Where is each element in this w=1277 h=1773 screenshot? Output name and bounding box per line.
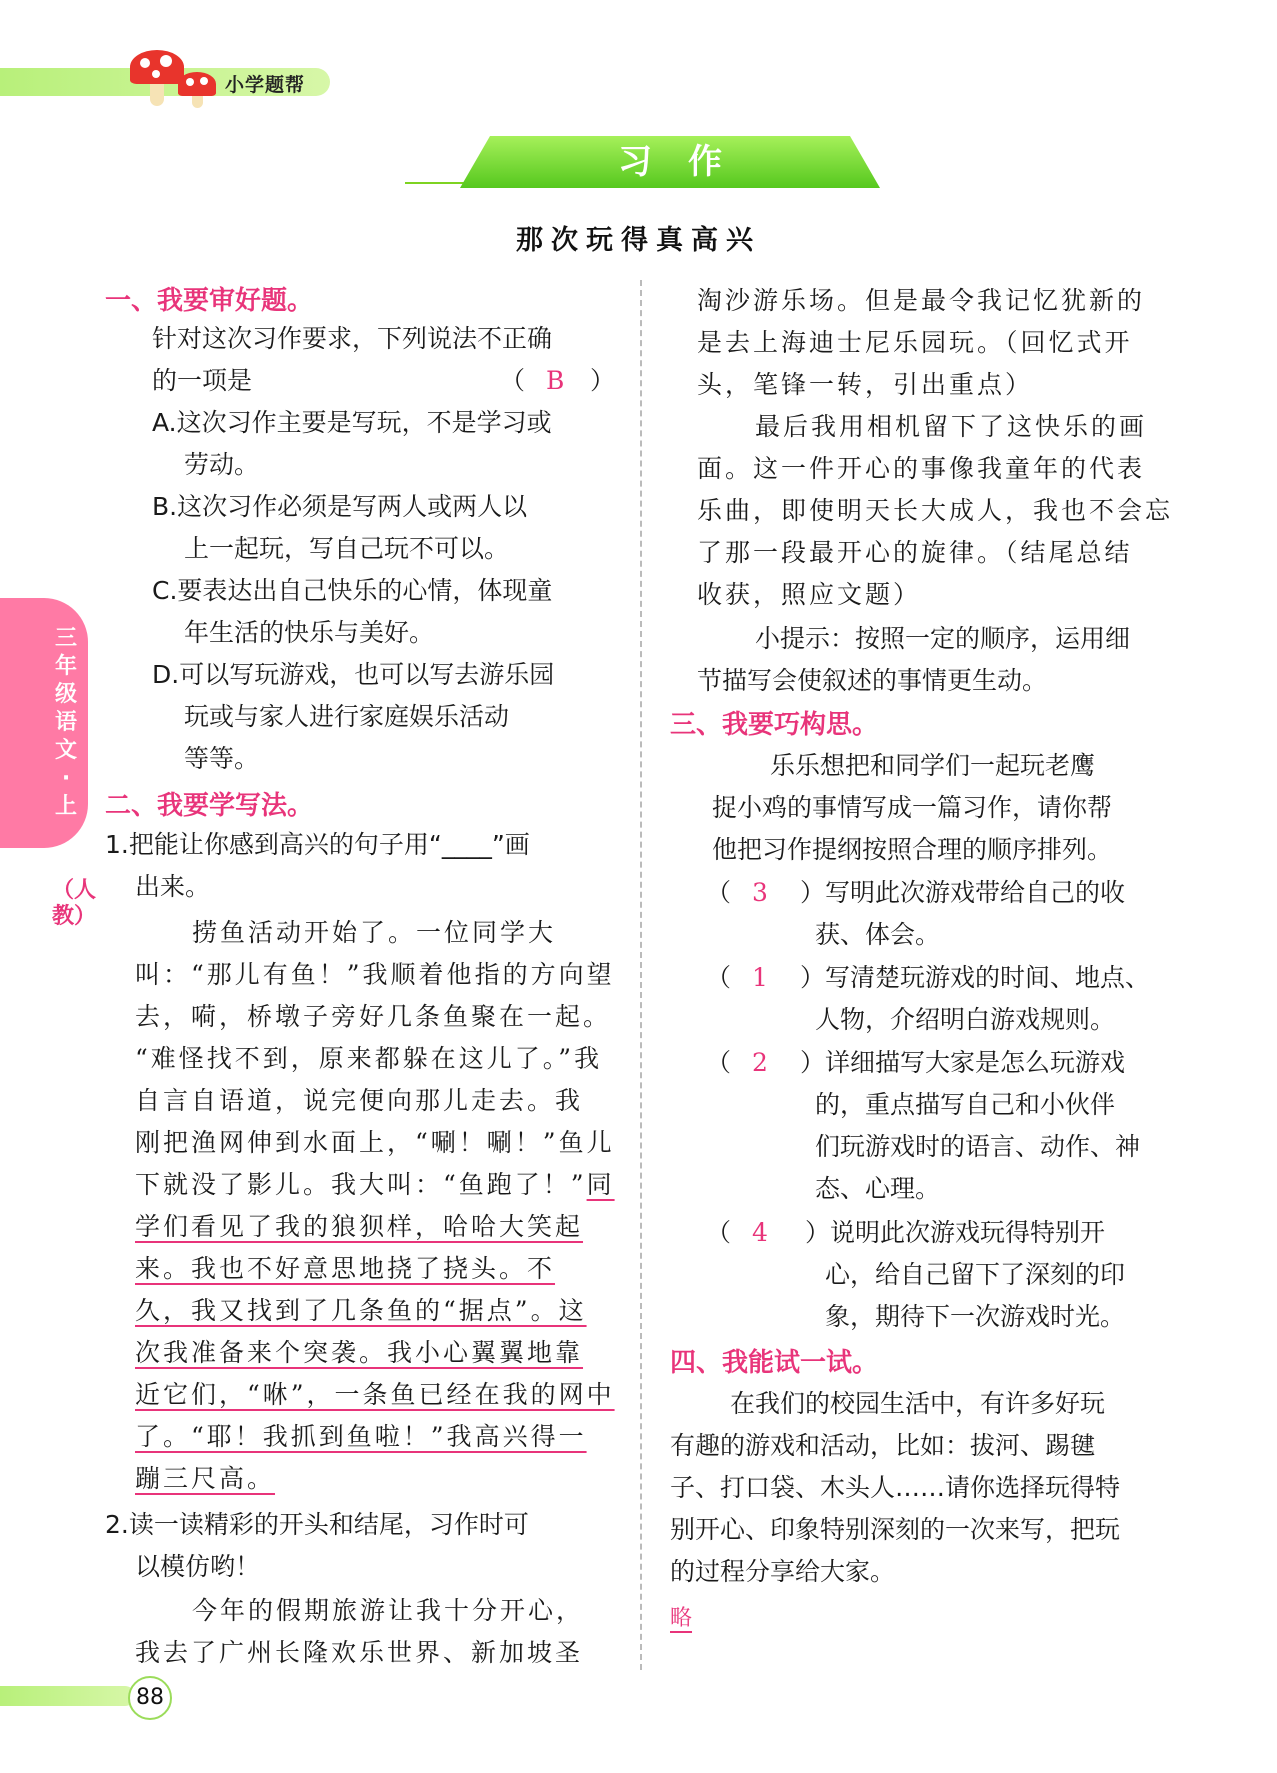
- order-answer: 3: [752, 878, 768, 907]
- passage-text: 下就没了影儿。我大叫：“鱼跑了！”: [135, 1170, 587, 1199]
- q2-1-text-a: 1.把能让你感到高兴的句子用“: [105, 830, 442, 859]
- tip-text: 节描写会使叙述的事情更生动。: [697, 666, 1048, 695]
- side-tab-edition: （人教）: [52, 878, 97, 929]
- order-item: 获、体会。: [815, 920, 941, 949]
- underlined-sentence: 来。我也不好意思地挠了挠头。不: [135, 1254, 556, 1283]
- option-d: D.可以写玩游戏，也可以写去游乐园: [152, 660, 555, 689]
- s4-text: 在我们的校园生活中，有许多好玩: [730, 1389, 1106, 1418]
- order-item: 们玩游戏时的语言、动作、神: [815, 1132, 1141, 1161]
- passage-line: 去，嗬，桥墩子旁好几条鱼聚在一起。: [135, 1002, 612, 1031]
- footer-strip: [0, 1686, 135, 1706]
- underlined-sentence: 久，我又找到了几条鱼的“据点”。这: [135, 1296, 587, 1325]
- q2-2-text: 以模仿哟！: [135, 1552, 261, 1581]
- option-c: C.要表达出自己快乐的心情，体现童: [152, 576, 553, 605]
- q2-1-text: [105, 824, 530, 866]
- example-line: 乐曲，即使明天长大成人，我也不会忘: [697, 496, 1174, 525]
- option-c: 年生活的快乐与美好。: [184, 618, 435, 647]
- q2-1-text-b: ”画: [491, 830, 530, 859]
- answer-paren-close: ）: [590, 366, 616, 395]
- passage-line: 捞鱼活动开始了。一位同学大: [192, 918, 557, 947]
- order-answer: 4: [752, 1218, 768, 1247]
- q2-2-text: 2.读一读精彩的开头和结尾，习作时可: [105, 1510, 529, 1539]
- example-line: 了那一段最开心的旋律。（结尾总结: [697, 538, 1133, 567]
- order-item: 的，重点描写自己和小伙伴: [815, 1090, 1116, 1119]
- order-item: 心，给自己留下了深刻的印: [825, 1260, 1126, 1289]
- underline-blank: ____: [441, 830, 492, 859]
- s4-text: 子、打口袋、木头人……请你选择玩得特: [670, 1473, 1121, 1502]
- underlined-sentence: 次我准备来个突袭。我小心翼翼地靠: [135, 1338, 584, 1367]
- q1-text: 的一项是: [152, 366, 253, 395]
- option-d: 等等。: [184, 744, 260, 773]
- underlined-sentence: 学们看见了我的狼狈样，哈哈大笑起: [135, 1212, 584, 1241]
- option-a: A.这次习作主要是写玩，不是学习或: [152, 408, 552, 437]
- s4-answer: 略: [670, 1606, 693, 1631]
- order-item: ）详细描写大家是怎么玩游戏: [800, 1048, 1126, 1077]
- order-paren-open: （: [706, 1218, 732, 1247]
- q1-answer: B: [546, 366, 565, 395]
- example-line: 收获，照应文题）: [697, 580, 922, 609]
- section-title: 习作: [618, 142, 758, 182]
- example-line: 是去上海迪士尼乐园玩。（回忆式开: [697, 328, 1133, 357]
- section-4-heading: 四、我能试一试。: [670, 1348, 879, 1378]
- section-1-heading: 一、我要审好题。: [105, 286, 314, 316]
- order-answer: 1: [752, 963, 768, 992]
- order-item: 态、心理。: [815, 1174, 941, 1203]
- option-a: 劳动。: [184, 450, 260, 479]
- option-b: 上一起玩，写自己玩不可以。: [184, 534, 510, 563]
- option-b: B.这次习作必须是写两人或两人以: [152, 492, 528, 521]
- passage-line: [135, 1164, 615, 1206]
- order-paren-open: （: [706, 963, 732, 992]
- underlined-sentence: 近它们，“咻”，一条鱼已经在我的网中: [135, 1380, 615, 1409]
- example-line: 最后我用相机留下了这快乐的画: [755, 412, 1148, 441]
- underlined-sentence: 同: [586, 1170, 615, 1199]
- order-paren-open: （: [706, 878, 732, 907]
- answer-paren-open: （: [500, 366, 526, 395]
- order-item: 人物，介绍明白游戏规则。: [815, 1005, 1116, 1034]
- order-item: ）写清楚玩游戏的时间、地点、: [800, 963, 1151, 992]
- order-item: ）写明此次游戏带给自己的收: [800, 878, 1126, 907]
- example-line: 今年的假期旅游让我十分开心，: [192, 1596, 585, 1625]
- order-paren-open: （: [706, 1048, 732, 1077]
- order-item: 象，期待下一次游戏时光。: [825, 1302, 1126, 1331]
- passage-line: “难怪找不到，原来都躲在这儿了。”我: [135, 1044, 603, 1073]
- s4-text: 别开心、印象特别深刻的一次来写，把玩: [670, 1515, 1121, 1544]
- passage-line: 自言自语道，说完便向那儿走去。我: [135, 1086, 584, 1115]
- essay-title: 那次玩得真高兴: [516, 225, 761, 256]
- example-line: 我去了广州长隆欢乐世界、新加坡圣: [135, 1638, 584, 1667]
- tip-text: 小提示：按照一定的顺序，运用细: [755, 624, 1131, 653]
- side-tab-grade: 三年级语文·上: [54, 626, 77, 819]
- underlined-sentence: 蹦三尺高。: [135, 1464, 276, 1493]
- s3-text: 乐乐想把和同学们一起玩老鹰: [770, 751, 1096, 780]
- s3-text: 他把习作提纲按照合理的顺序排列。: [712, 835, 1113, 864]
- section-3-heading: 三、我要巧构思。: [670, 710, 879, 740]
- page-number: 88: [128, 1676, 172, 1720]
- q1-text: 针对这次习作要求，下列说法不正确: [152, 324, 553, 353]
- passage-line: 刚把渔网伸到水面上，“唰！唰！”鱼儿: [135, 1128, 615, 1157]
- order-answer: 2: [752, 1048, 768, 1077]
- passage-line: 叫：“那儿有鱼！”我顺着他指的方向望: [135, 960, 615, 989]
- example-line: 头，笔锋一转，引出重点）: [697, 370, 1034, 399]
- option-d: 玩或与家人进行家庭娱乐活动: [184, 702, 510, 731]
- mushroom-logo-icon: [130, 42, 220, 114]
- column-divider: [640, 280, 642, 1670]
- brand-name: 小学题帮: [225, 74, 306, 96]
- q2-1-text: 出来。: [135, 872, 211, 901]
- example-line: 面。这一件开心的事像我童年的代表: [697, 454, 1146, 483]
- section-title-banner: [460, 136, 880, 188]
- s3-text: 捉小鸡的事情写成一篇习作，请你帮: [712, 793, 1113, 822]
- s4-text: 有趣的游戏和活动，比如：拔河、踢毽: [670, 1431, 1096, 1460]
- s4-text: 的过程分享给大家。: [670, 1557, 896, 1586]
- order-item: ）说明此次游戏玩得特别开: [805, 1218, 1106, 1247]
- underlined-sentence: 了。“耶！我抓到鱼啦！”我高兴得一: [135, 1422, 587, 1451]
- example-line: 淘沙游乐场。但是最令我记忆犹新的: [697, 286, 1146, 315]
- section-2-heading: 二、我要学写法。: [105, 791, 314, 821]
